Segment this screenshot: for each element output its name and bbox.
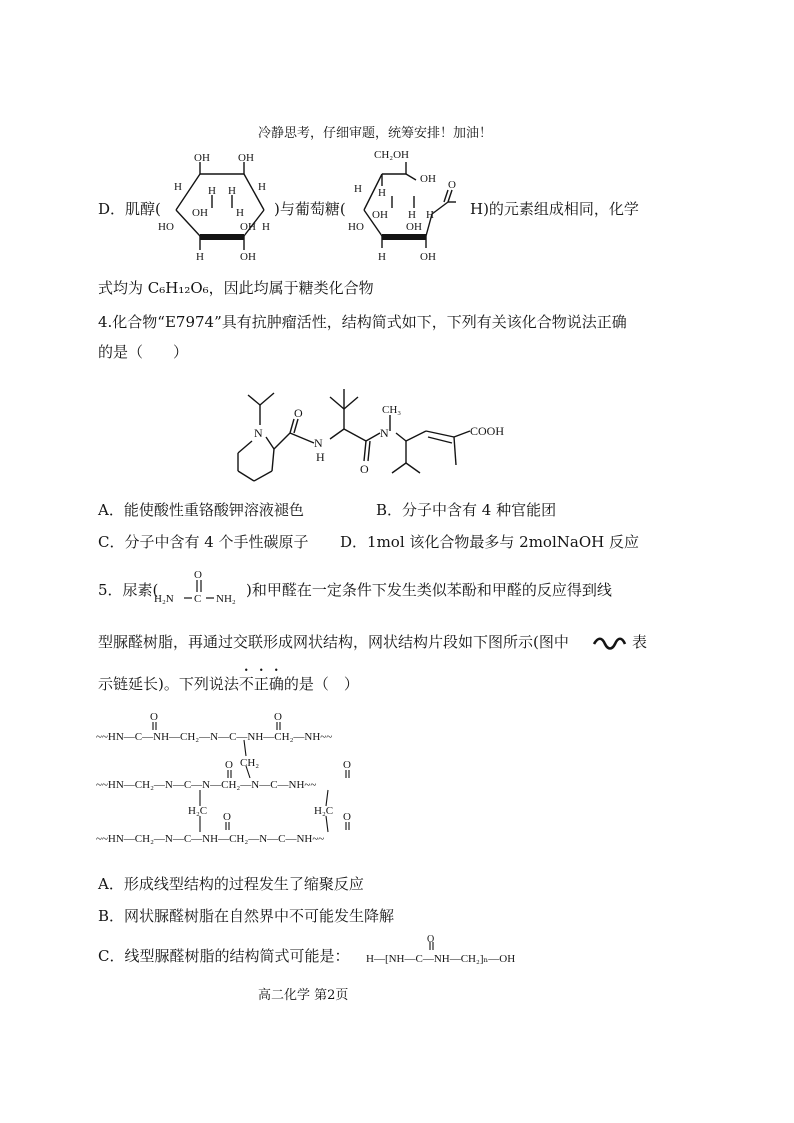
inositol-h: H — [236, 207, 244, 219]
q4-option-a: A．能使酸性重铬酸钾溶液褪色 — [98, 501, 304, 519]
urea-structure — [148, 568, 248, 610]
network-o: O — [150, 711, 158, 723]
inositol-oh: OH — [194, 152, 210, 164]
q5-stem-line2-b: 表 — [632, 633, 648, 651]
network-o: O — [343, 759, 351, 771]
inositol-oh: OH — [192, 207, 208, 219]
q4-stem-line1: 4.化合物“E7974”具有抗肿瘤活性，结构简式如下，下列有关该化合物说法正确 — [98, 313, 627, 331]
glucose-ch2oh: CH₂OH — [374, 149, 410, 161]
amide-o: O — [360, 462, 369, 476]
q3-option-d-label: D．肌醇( — [98, 200, 161, 218]
glucose-h: H — [378, 251, 386, 263]
urea-o: O — [194, 569, 202, 581]
page-header: 冷静思考，仔细审题，统筹安排！加油！ — [258, 126, 493, 141]
amide-nh-h: H — [316, 450, 325, 464]
q5-stem-line3-a: 示链延长)。下列说法 — [98, 675, 239, 693]
inositol-oh: OH — [240, 251, 256, 263]
network-o: O — [225, 759, 233, 771]
urea-h2n: H₂N — [154, 593, 174, 605]
inositol-h: H — [174, 181, 182, 193]
inositol-bold-bond — [200, 234, 244, 240]
q3-option-d-tail: H)的元素组成相同，化学 — [470, 200, 639, 218]
network-o: O — [223, 811, 231, 823]
q4-option-b: B．分子中含有 4 种官能团 — [376, 501, 557, 519]
q5-stem-prefix: 5．尿素( — [98, 581, 159, 599]
network-h2c: H₂C — [188, 805, 208, 817]
network-o: O — [274, 711, 282, 723]
q5-option-a: A．形成线型结构的过程发生了缩聚反应 — [98, 875, 364, 893]
urea-nh2: NH₂ — [216, 593, 236, 605]
urea-c: C — [194, 593, 202, 605]
q4-option-c: C．分子中含有 4 个手性碳原子 — [98, 533, 309, 551]
linear-resin-formula — [366, 934, 536, 968]
inositol-h: H — [196, 251, 204, 263]
linear-resin-text: H—[NH—C—NH—CH₂]ₙ—OH — [366, 953, 516, 965]
glucose-structure — [344, 142, 474, 268]
urea-formaldehyde-network — [96, 708, 426, 856]
inositol-h: H — [258, 181, 266, 193]
inositol-h: H — [228, 185, 236, 197]
glucose-oh: OH — [406, 221, 422, 233]
glucose-h: H — [354, 183, 362, 195]
glucose-oh: OH — [420, 251, 436, 263]
inositol-h: H — [262, 221, 270, 233]
network-ch2: CH₂ — [240, 757, 260, 769]
glucose-h: H — [408, 209, 416, 221]
inositol-h: H — [208, 185, 216, 197]
e7974-structure — [230, 375, 520, 493]
network-h2c: H₂C — [314, 805, 334, 817]
q5-option-c: C．线型脲醛树脂的结构简式可能是： — [98, 947, 350, 965]
chain-extension-wave-icon — [592, 636, 630, 650]
network-row2: ~~HN—CH₂—N—C—N—CH₂—N—C—NH~~ — [96, 779, 317, 791]
inositol-structure — [152, 150, 284, 268]
q5-option-b: B．网状脲醛树脂在自然界中不可能发生降解 — [98, 907, 395, 925]
network-row3: ~~HN—CH₂—N—C—NH—CH₂—N—C—NH~~ — [96, 833, 325, 845]
q4-option-d: D．1mol 该化合物最多与 2molNaOH 反应 — [340, 533, 639, 551]
q5-stem-emphasis: 不正确 — [238, 675, 284, 693]
glucose-bold-bond — [382, 234, 426, 240]
q5-stem-line2-a: 型脲醛树脂，再通过交联形成网状结构，网状结构片段如下图所示(图中 — [98, 633, 569, 651]
q5-stem-line3 — [98, 666, 359, 694]
page-footer: 高二化学 第2页 — [258, 988, 349, 1003]
amide-nh-n: N — [314, 436, 323, 450]
q3-option-d-line2: 式均为 C₆H₁₂O₆，因此均属于糖类化合物 — [98, 279, 374, 297]
glucose-oh: OH — [372, 209, 388, 221]
inositol-oh: OH — [238, 152, 254, 164]
q5-stem-line3-b: 的是（ ） — [283, 675, 359, 693]
q5-stem-suffix: )和甲醛在一定条件下发生类似苯酚和甲醛的反应得到线 — [246, 581, 612, 599]
cooh-label: COOH — [470, 424, 505, 438]
piperidine-n: N — [254, 426, 263, 440]
q4-stem-line2: 的是（ ） — [98, 343, 189, 361]
inositol-oh: OH — [240, 221, 256, 233]
q3-option-d-mid: )与葡萄糖( — [274, 200, 346, 218]
glucose-ho: HO — [348, 221, 364, 233]
amide-o: O — [294, 406, 303, 420]
linear-resin-o: O — [427, 934, 435, 945]
network-o: O — [343, 811, 351, 823]
n-methyl-label: CH₃ — [382, 404, 402, 416]
methyl-n: N — [380, 426, 389, 440]
glucose-oh: OH — [420, 173, 436, 185]
glucose-o: O — [448, 179, 456, 191]
glucose-h: H — [378, 187, 386, 199]
glucose-h: H — [426, 209, 434, 221]
inositol-ho: HO — [158, 221, 174, 233]
network-row1: ~~HN—C—NH—CH₂—N—C—NH—CH₂—NH~~ — [96, 731, 333, 743]
